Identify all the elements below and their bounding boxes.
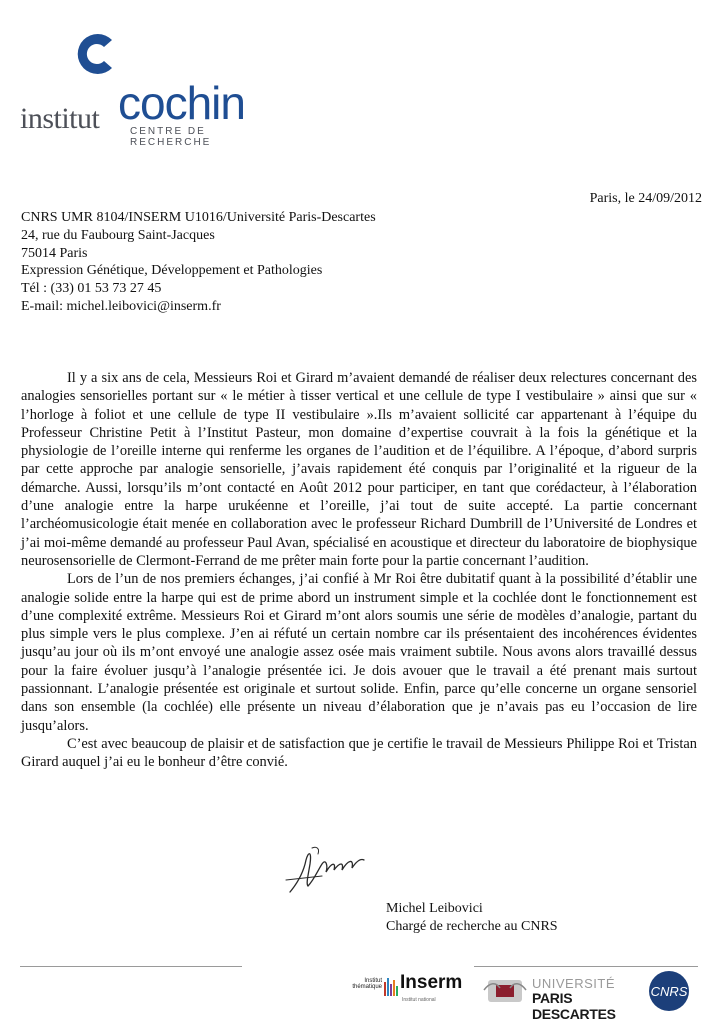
- sender-address: [21, 209, 376, 316]
- body-paragraph: C’est avec beaucoup de plaisir et de satisfaction que je certifie le travail de Messieurs Philippe Roi et Tristan Girard auquel j’ai eu le bonheur d’être convié.: [21, 735, 697, 771]
- letter-body: [21, 369, 697, 772]
- cnrs-logo-text: CNRS: [650, 984, 688, 999]
- address-line: 24, rue du Faubourg Saint-Jacques: [21, 227, 215, 243]
- cnrs-logo-icon: [648, 970, 690, 1012]
- inserm-logo: [336, 972, 476, 1006]
- signer-block: [386, 900, 558, 936]
- letter-date: Paris, le 24/09/2012: [589, 191, 702, 206]
- address-line: CNRS UMR 8104/INSERM U1016/Université Paris-Descartes: [21, 210, 376, 225]
- university-name: PARIS DESCARTES: [532, 990, 616, 1022]
- logo-c-mark-icon: [72, 30, 120, 78]
- institut-cochin-logo: [20, 30, 270, 148]
- logo-subtitle: CENTRE DE RECHERCHE: [130, 126, 212, 148]
- handwritten-signature: [282, 840, 372, 900]
- body-paragraph: Lors de l’un de nos premiers échanges, j’ai confié à Mr Roi être dubitatif quant à la possibilité d’établir une analogie solide entre la harpe qui est de prime abord un instrument simple et la cochlée dont le fonctionnement est d’une complexité extrême. Messieurs Roi et Girard m’ont alors soumis une série de modèles d’analogie, partant du plus simple vers le plus complexe. J’en ai réfuté un certain nombre car ils présentaient des incohérences évidentes jusqu’au jour où ils m’ont envoyé une analogie assez osée mais vraiment subtile. Nous avons alors travaillé dessus pour la faire évoluer jusqu’à l’analogie présentée ici. Je dois avouer que le travail a été prenant mais surtout passionnant. L’analogie présentée est originale et surtout solide. Enfin, parce qu’elle concerne un organe sensoriel dans son ensemble (la cochlée) elle présente un niveau d’élaboration que je n’avais pas eu l’occasion de lire jusqu’alors.: [21, 571, 697, 734]
- address-phone: Tél : (33) 01 53 73 27 45: [21, 281, 162, 297]
- paris-descartes-logo: [482, 972, 644, 1022]
- footer-divider-left: [20, 966, 242, 967]
- inserm-wordmark: Inserm: [400, 972, 463, 993]
- inserm-bars-icon: [384, 976, 398, 998]
- signer-name: Michel Leibovici: [386, 901, 483, 916]
- university-label: UNIVERSITÉ: [532, 976, 616, 991]
- university-emblem-icon: [482, 976, 528, 1006]
- inserm-tag-text: Institut thématique: [352, 978, 382, 990]
- logo-institut-text: institut: [20, 102, 100, 135]
- address-line: 75014 Paris: [21, 245, 88, 261]
- signer-title: Chargé de recherche au CNRS: [386, 918, 558, 934]
- address-line: Expression Génétique, Développement et Pathologies: [21, 263, 323, 279]
- logo-cochin-text: cochin: [118, 77, 245, 129]
- footer-divider-right: [474, 966, 698, 967]
- inserm-subtext: Institut national: [402, 997, 436, 1003]
- address-email: E-mail: michel.leibovici@inserm.fr: [21, 298, 221, 314]
- body-paragraph: Il y a six ans de cela, Messieurs Roi et Girard m’avaient demandé de réaliser deux relectures concernant des analogies sensorielles portant sur « le métier à tisser vertical et une cellule de type I vestibulaire » ainsi que sur « l’horloge à foliot et une cellule de type II vestibulaire ».Ils m’avaient sollicité car appartenant à l’équipe du Professeur Christine Petit à l’Institut Pasteur, mon domaine d’expertise couvrait à la fois la génétique et la physiologie de l’oreille interne qui renferme les organes de l’audition et de l’équilibre. A l’époque, d’abord surpris par cette approche par analogie sensorielle, j’avais rapidement été conquis par l’originalité et la rigueur de la démarche. Aussi, lorsqu’ils m’ont contacté en Août 2012 pour participer, en tant que corédacteur, à l’élaboration d’une analogie entre la harpe urukéenne et l’oreille, j’ai tout de suite accepté. La partie concernant l’archéomusicologie était menée en collaboration avec le professeur Richard Dumbrill de l’Université de Londres et j’ai moi-même demandé au professeur Paul Avan, spécialisé en acoustique et directeur du laboratoire de biophysique neurosensorielle de Clermont-Ferrand de me prêter main forte pour la partie concernant l’audition.: [21, 370, 697, 569]
